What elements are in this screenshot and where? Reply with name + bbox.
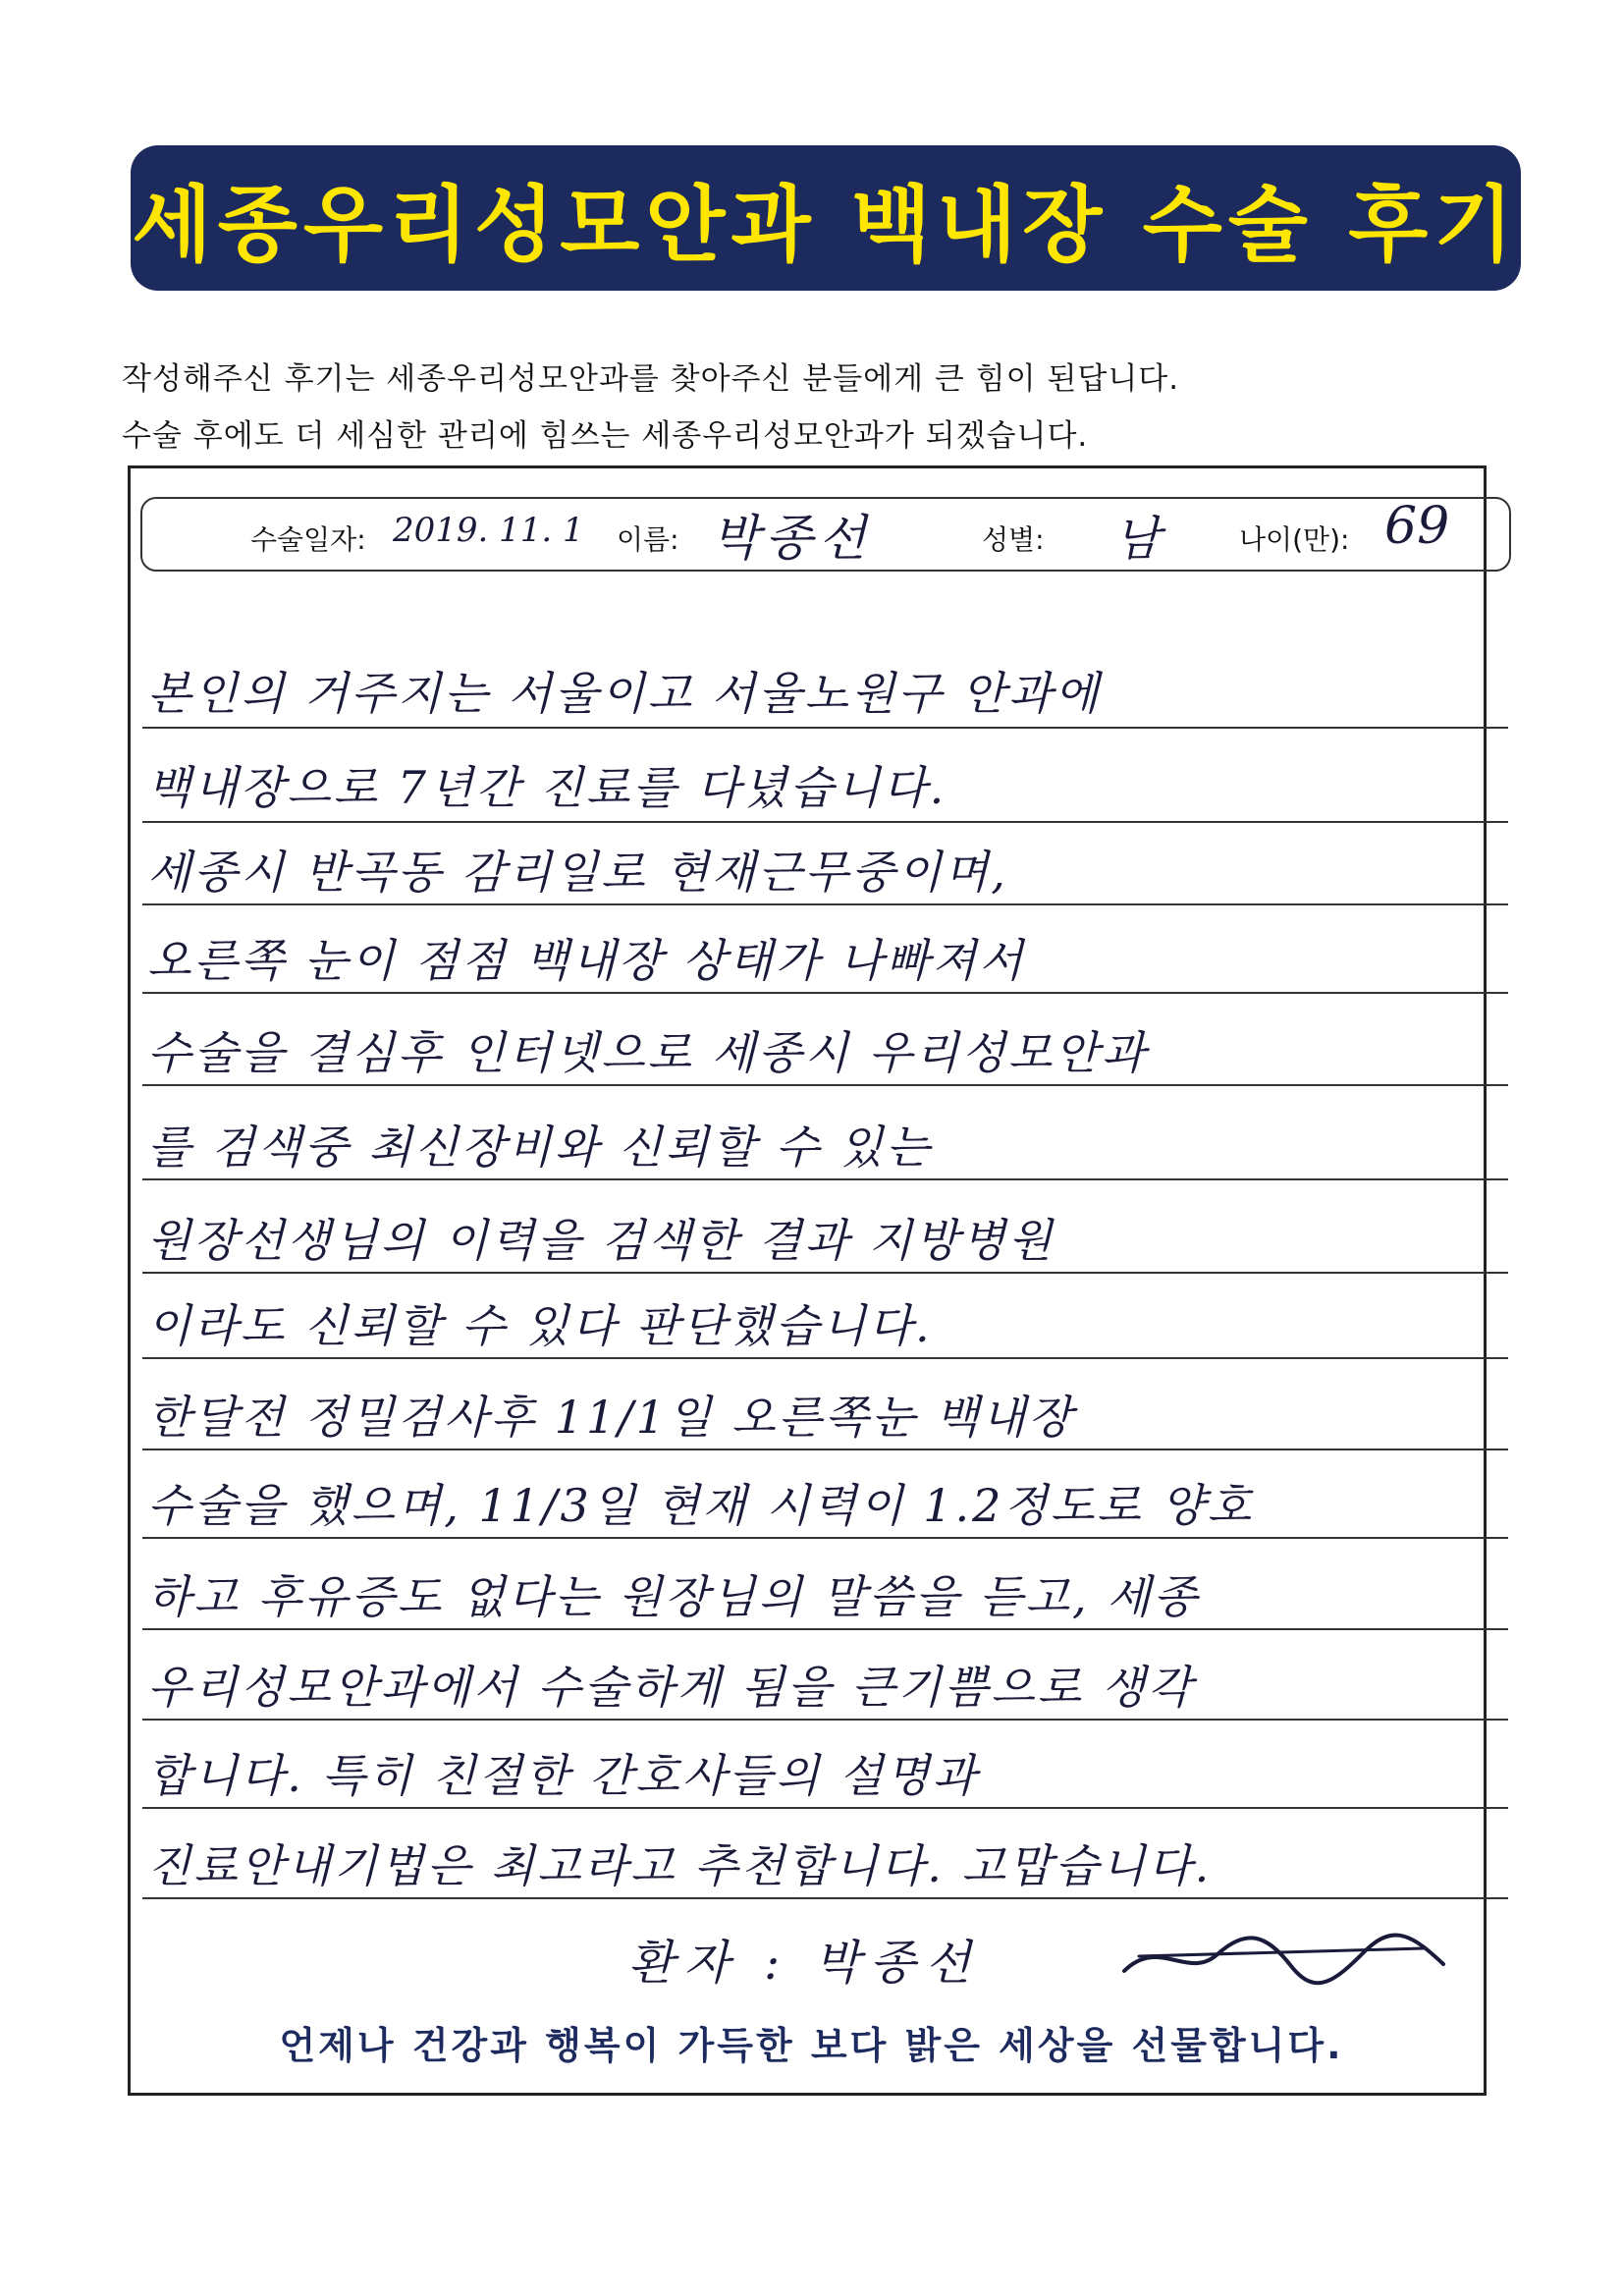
review-line: 우리성모안과에서 수술하게 됨을 큰기쁨으로 생각 — [147, 1661, 1195, 1714]
review-line: 백내장으로 7년간 진료를 다녔습니다. — [147, 761, 947, 814]
surgery-date-label: 수술일자: — [250, 523, 366, 556]
intro-line-1: 작성해주신 후기는 세종우리성모안과를 찾아주신 분들에게 큰 힘이 된답니다. — [122, 361, 1180, 397]
ruled-line — [142, 1807, 1508, 1809]
ruled-line — [142, 1449, 1508, 1450]
ruled-line — [142, 1084, 1508, 1086]
review-line: 본인의 거주지는 서울이고 서울노원구 안과에 — [147, 667, 1102, 720]
ruled-line — [142, 903, 1508, 905]
ruled-line — [142, 727, 1508, 729]
ruled-line — [142, 1719, 1508, 1721]
ruled-line — [142, 821, 1508, 823]
review-line: 를 검색중 최신장비와 신뢰할 수 있는 — [147, 1121, 933, 1174]
age-label: 나이(만): — [1239, 523, 1350, 556]
review-line: 수술을 했으며, 11/3일 현재 시력이 1.2정도로 양호 — [147, 1479, 1255, 1532]
review-line: 오른쪽 눈이 점점 백내장 상태가 나빠져서 — [147, 934, 1026, 987]
review-line: 원장선생님의 이력을 검색한 결과 지방병원 — [147, 1214, 1055, 1267]
ruled-line — [142, 1537, 1508, 1539]
name-label: 이름: — [617, 523, 679, 556]
review-line: 이라도 신뢰할 수 있다 판단했습니다. — [147, 1299, 933, 1352]
title-banner — [131, 145, 1521, 291]
surgery-date-value: 2019. 11. 1 — [393, 511, 584, 550]
footer-slogan: 언제나 건강과 행복이 가득한 보다 밝은 세상을 선물합니다. — [279, 2024, 1344, 2067]
review-line: 한달전 정밀검사후 11/1일 오른쪽눈 백내장 — [147, 1391, 1075, 1444]
ruled-line — [142, 1357, 1508, 1359]
patient-signature-text: 환자 : 박종선 — [628, 1936, 981, 1991]
banner-title: 세종우리성모안과 백내장 수술 후기 — [132, 176, 1520, 273]
review-line: 세종시 반곡동 감리일로 현재근무중이며, — [147, 846, 1008, 899]
signature-scribble — [1119, 1927, 1453, 1986]
ruled-line — [142, 1272, 1508, 1274]
intro-line-2: 수술 후에도 더 세심한 관리에 힘쓰는 세종우리성모안과가 되겠습니다. — [122, 418, 1089, 454]
name-value: 박종선 — [712, 510, 872, 567]
ruled-line — [142, 1897, 1508, 1899]
review-line: 진료안내기법은 최고라고 추천합니다. 고맙습니다. — [147, 1839, 1213, 1892]
ruled-line — [142, 1178, 1508, 1180]
ruled-line — [142, 1628, 1508, 1630]
review-line: 합니다. 특히 친절한 간호사들의 설명과 — [147, 1749, 980, 1802]
ruled-line — [142, 992, 1508, 994]
age-value: 69 — [1384, 497, 1450, 556]
review-line: 수술을 결심후 인터넷으로 세종시 우리성모안과 — [147, 1026, 1149, 1079]
gender-value: 남 — [1114, 512, 1161, 567]
review-line: 하고 후유증도 없다는 원장님의 말씀을 듣고, 세종 — [147, 1570, 1201, 1623]
gender-label: 성별: — [982, 523, 1045, 556]
